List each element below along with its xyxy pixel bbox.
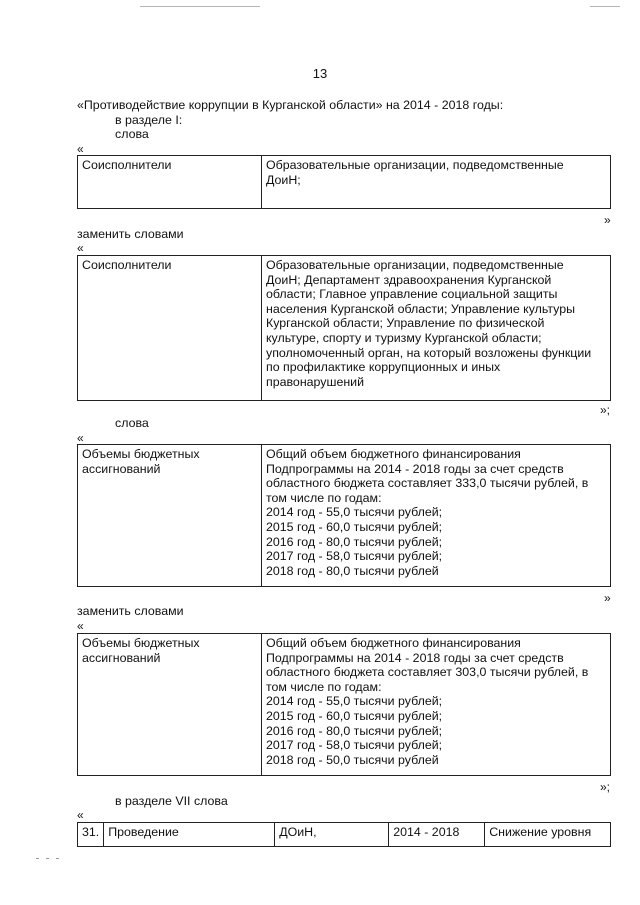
- close-quote: »: [604, 213, 611, 227]
- row-value: [262, 256, 611, 401]
- replace-label: заменить словами: [77, 227, 184, 241]
- row-label: Соисполнители: [78, 256, 262, 401]
- page-number: 13: [312, 66, 328, 81]
- open-quote: «: [77, 241, 84, 255]
- measure-number: 31.: [78, 823, 104, 847]
- measure-period: 2014 - 2018: [389, 823, 485, 847]
- open-quote: «: [77, 619, 84, 633]
- value-line: Общий объем бюджетного финансирования: [266, 447, 521, 461]
- coexecutors-new-table: [77, 255, 611, 401]
- open-quote: «: [77, 808, 84, 822]
- value-line: Курганской области; Управление по физической: [266, 316, 545, 331]
- intro-line: «Противодействие коррупции в Курганской области» на 2014 - 2018 годы:: [77, 98, 504, 112]
- value-line: 2015 год - 60,0 тысячи рублей;: [266, 519, 443, 534]
- open-quote: «: [77, 142, 84, 156]
- budget-old-table: [77, 444, 611, 587]
- value-line: культуре, спорту и туризму Курганской области;: [266, 330, 542, 345]
- value-line: по профилактике коррупционных и иных: [266, 360, 501, 375]
- row-label: [78, 445, 262, 587]
- value-line: 2016 год - 80,0 тысячи рублей;: [266, 534, 443, 549]
- value-line: областного бюджета составляет 333,0 тысячи рублей, в: [266, 476, 589, 491]
- budget-new-table: [77, 633, 611, 776]
- replace-label: заменить словами: [77, 604, 184, 618]
- value-line: 2015 год - 60,0 тысячи рублей;: [266, 708, 443, 723]
- scan-artifact-top-right: [590, 6, 620, 7]
- value-line: 2017 год - 58,0 тысячи рублей;: [266, 549, 443, 564]
- value-line: Подпрограммы на 2014 - 2018 годы за счет средств: [266, 650, 564, 665]
- table-row: [78, 156, 611, 209]
- value-line: правонарушений: [266, 374, 365, 389]
- scan-artifact-dot: [56, 858, 59, 859]
- value-line: 2017 год - 58,0 тысячи рублей;: [266, 738, 443, 753]
- label-line: ассигнований: [82, 461, 161, 476]
- value-line: Подпрограммы на 2014 - 2018 годы за счет средств: [266, 461, 564, 476]
- label-line: Объемы бюджетных: [82, 447, 200, 461]
- value-line: областного бюджета составляет 303,0 тысячи рублей, в: [266, 665, 589, 680]
- value-line: том числе по годам:: [266, 679, 382, 694]
- coexecutors-old-table: [77, 155, 611, 209]
- close-quote-semicolon: »;: [600, 780, 611, 794]
- measure-executor: ДОиН,: [275, 823, 389, 847]
- value-line: 2018 год - 80,0 тысячи рублей: [266, 563, 439, 578]
- row-value: [262, 445, 611, 587]
- table-row: [78, 256, 611, 401]
- close-quote-semicolon: »;: [600, 403, 611, 417]
- open-quote: «: [77, 431, 84, 445]
- value-line: Образовательные организации, подведомственные: [266, 258, 564, 272]
- row-label: Соисполнители: [78, 156, 262, 209]
- row-value: [262, 156, 611, 209]
- section-label: в разделе VII слова: [115, 794, 228, 808]
- value-line: 2016 год - 80,0 тысячи рублей;: [266, 723, 443, 738]
- table-row: [78, 823, 611, 847]
- row-value: [262, 634, 611, 776]
- value-line: уполномоченный орган, на который возложены функции: [266, 345, 592, 360]
- close-quote: »: [604, 591, 611, 605]
- scan-artifact-dot: [36, 858, 39, 859]
- words-label: слова: [115, 127, 149, 141]
- table-row: [78, 445, 611, 587]
- label-line: Объемы бюджетных: [82, 636, 200, 650]
- scan-artifact-dot: [46, 858, 49, 859]
- measures-table: [77, 822, 611, 847]
- scan-artifact-top: [140, 6, 260, 7]
- value-line: области; Главное управление социальной защиты: [266, 287, 558, 302]
- label-line: ассигнований: [82, 650, 161, 665]
- measure-result: Снижение уровня: [485, 823, 611, 847]
- value-line: ДоиН;: [266, 172, 301, 187]
- value-line: Общий объем бюджетного финансирования: [266, 636, 521, 650]
- row-label: [78, 634, 262, 776]
- measure-action: Проведение: [104, 823, 275, 847]
- table-row: [78, 634, 611, 776]
- value-line: населения Курганской области; Управление культуры: [266, 301, 576, 316]
- value-line: 2018 год - 50,0 тысячи рублей: [266, 752, 439, 767]
- value-line: том числе по годам:: [266, 490, 382, 505]
- value-line: Образовательные организации, подведомственные: [266, 158, 564, 172]
- words-label: слова: [115, 416, 149, 430]
- value-line: 2014 год - 55,0 тысячи рублей;: [266, 505, 443, 520]
- value-line: 2014 год - 55,0 тысячи рублей;: [266, 694, 443, 709]
- value-line: ДоиН; Департамент здравоохранения Курганской: [266, 272, 552, 287]
- section-label: в разделе I:: [115, 113, 183, 127]
